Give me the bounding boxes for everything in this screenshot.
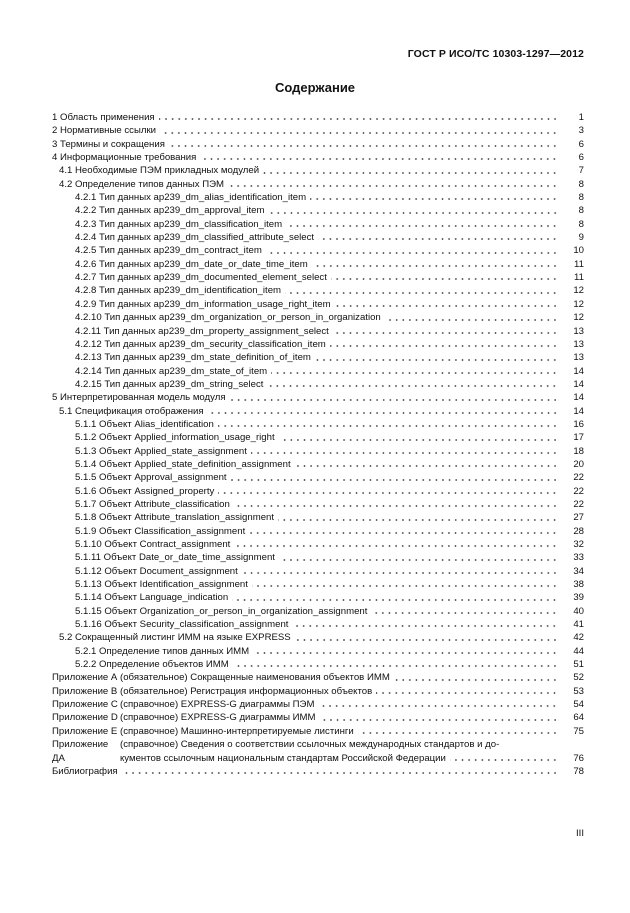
dot-leader — [371, 611, 558, 615]
toc-entry-text: 5.1 Спецификация отображения — [59, 405, 204, 417]
toc-page-number: 40 — [573, 605, 584, 617]
toc-appendix-row[interactable] — [52, 725, 584, 738]
dot-leader — [315, 358, 558, 362]
toc-page-number: 16 — [573, 418, 584, 430]
toc-appendix-row[interactable] — [52, 671, 584, 684]
dot-leader — [218, 491, 558, 495]
dot-leader — [279, 558, 558, 562]
toc-entry-text: 5.1.7 Объект Attribute_classification — [75, 498, 230, 510]
toc-entry-text: 5.2.1 Определение типов данных ИММ — [75, 645, 250, 657]
toc-page-number: 3 — [578, 125, 584, 137]
dot-leader — [394, 678, 558, 682]
toc-entry-text: 4 Информационные требования — [52, 152, 197, 164]
toc-page-number: 33 — [573, 552, 584, 564]
toc-row[interactable] — [52, 164, 584, 177]
toc-row[interactable] — [52, 471, 584, 484]
dot-leader — [271, 371, 558, 375]
toc-page-number: 28 — [573, 525, 584, 537]
toc-entry-text: 5.1.1 Объект Alias_identification — [75, 418, 214, 430]
page-title: Содержание — [274, 80, 356, 95]
toc-page-number: 14 — [573, 392, 584, 404]
dot-leader — [230, 398, 558, 402]
toc-entry-text: 2 Нормативные ссылки — [52, 125, 157, 137]
dot-leader — [253, 651, 558, 655]
toc-page-number: 12 — [573, 298, 584, 310]
dot-leader — [251, 451, 558, 455]
dot-leader — [335, 304, 558, 308]
dot-leader — [318, 704, 558, 708]
toc-entry-text: 4.2.2 Тип данных ap239_dm_approval_item — [75, 205, 265, 217]
dot-leader — [252, 584, 558, 588]
toc-entry-text: 4.2.6 Тип данных ap239_dm_date_or_date_time_item — [75, 258, 308, 270]
dot-leader — [232, 598, 558, 602]
toc-page-number: 8 — [578, 205, 584, 217]
dot-leader — [292, 624, 558, 628]
toc-page-number: 20 — [573, 458, 584, 470]
toc-entry-text: Библиография — [52, 765, 118, 777]
toc-page-number: 41 — [573, 619, 584, 631]
toc-page-number: 11 — [574, 258, 584, 270]
toc-row[interactable] — [52, 498, 584, 511]
toc-row[interactable] — [52, 258, 584, 271]
dot-leader — [318, 237, 558, 241]
toc-entry-text: 5.1.13 Объект Identification_assignment — [75, 579, 248, 591]
toc-entry-text: 5.1.12 Объект Document_assignment — [75, 565, 238, 577]
toc-page-number: 14 — [573, 405, 584, 417]
toc-page-number: 78 — [573, 765, 584, 777]
toc-entry-text: 5.1.16 Объект Security_classification_assignment — [75, 619, 289, 631]
toc-row[interactable] — [52, 551, 584, 564]
toc-entry-text: 5.2 Сокращенный листинг ИММ на языке EXPRESS — [59, 632, 291, 644]
table-of-contents — [52, 111, 584, 778]
toc-row[interactable] — [52, 365, 584, 378]
toc-entry-text: 4.2.13 Тип данных ap239_dm_state_definition_of_item — [75, 352, 311, 364]
toc-entry-text: 1 Область применения — [52, 112, 155, 123]
toc-entry-text: 4.2.11 Тип данных ap239_dm_property_assignment_select — [75, 325, 329, 337]
toc-appendices — [52, 671, 584, 764]
toc-entry-text: 4.2.5 Тип данных ap239_dm_contract_item — [75, 245, 262, 257]
appendix-title: (обязательное) Сокращенные наименования объектов ИММ — [120, 672, 390, 684]
toc-page-number: 42 — [573, 632, 584, 644]
dot-leader — [263, 171, 558, 175]
dot-leader — [385, 318, 558, 322]
toc-row[interactable] — [52, 311, 584, 324]
toc-page-number: 22 — [573, 485, 584, 497]
dot-leader — [295, 464, 558, 468]
toc-row[interactable] — [52, 418, 584, 431]
toc-page-number: 64 — [573, 712, 584, 724]
dot-leader — [333, 331, 558, 335]
toc-row[interactable] — [52, 591, 584, 604]
toc-page-number: 7 — [578, 165, 584, 177]
toc-entry-text: 4.2.14 Тип данных ap239_dm_state_of_item — [75, 365, 268, 377]
toc-row[interactable] — [52, 298, 584, 311]
toc-row[interactable] — [52, 511, 584, 524]
toc-page-number: 14 — [573, 365, 584, 377]
dot-leader — [228, 184, 558, 188]
toc-row[interactable] — [52, 645, 584, 658]
appendix-label: Приложение С — [52, 699, 118, 711]
toc-entry-text: 4.2.8 Тип данных ap239_dm_identification_item — [75, 285, 282, 297]
toc-page-number: 18 — [573, 445, 584, 457]
toc-page-number: 8 — [578, 178, 584, 190]
toc-page-number: 13 — [573, 325, 584, 337]
toc-row[interactable] — [52, 458, 584, 471]
toc-row[interactable] — [52, 218, 584, 231]
toc-entry-text: 4.2.4 Тип данных ap239_dm_classified_attribute_select — [75, 232, 315, 244]
dot-leader — [231, 478, 558, 482]
toc-row[interactable] — [52, 325, 584, 338]
toc-page-number: 12 — [573, 285, 584, 297]
toc-entry-text: 5.1.6 Объект Assigned_property — [75, 485, 215, 497]
toc-entries — [52, 111, 584, 671]
toc-page-number: 12 — [573, 312, 584, 324]
dot-leader — [312, 264, 558, 268]
dot-leader — [249, 531, 558, 535]
dot-leader — [310, 197, 558, 201]
toc-entry-text: 4.2.15 Тип данных ap239_dm_string_select — [75, 378, 264, 390]
toc-page-number: 52 — [573, 672, 584, 684]
dot-leader — [233, 664, 558, 668]
toc-appendix-row[interactable] — [52, 698, 584, 711]
toc-page-number: 1 — [578, 112, 584, 123]
toc-row[interactable] — [52, 351, 584, 364]
dot-leader — [358, 731, 558, 735]
toc-bibliography-row[interactable] — [52, 765, 584, 778]
dot-leader — [160, 131, 558, 135]
toc-row[interactable] — [52, 485, 584, 498]
toc-entry-text: 4.2.3 Тип данных ap239_dm_classification_item — [75, 218, 283, 230]
dot-leader — [159, 117, 558, 121]
toc-page-number: 6 — [578, 138, 584, 150]
toc-row[interactable] — [52, 204, 584, 217]
toc-page-number: 34 — [573, 565, 584, 577]
toc-entry-text: 4.2.10 Тип данных ap239_dm_organization_or_person_in_organization — [75, 312, 381, 324]
dot-leader — [267, 384, 558, 388]
dot-leader — [218, 424, 558, 428]
dot-leader — [234, 544, 558, 548]
toc-row[interactable] — [52, 658, 584, 671]
toc-row[interactable] — [52, 578, 584, 591]
toc-row[interactable] — [52, 338, 584, 351]
toc-row[interactable] — [52, 391, 584, 404]
toc-row[interactable] — [52, 618, 584, 631]
toc-page-number: 39 — [573, 592, 584, 604]
dot-leader — [330, 344, 558, 348]
dot-leader — [208, 411, 558, 415]
toc-entry-text: 5.1.3 Объект Applied_state_assignment — [75, 445, 247, 457]
toc-entry-text: 3 Термины и сокращения — [52, 138, 165, 150]
toc-page-number: 22 — [573, 472, 584, 484]
toc-entry-text: 5.1.11 Объект Date_or_date_time_assignment — [75, 552, 275, 564]
toc-page-number: 38 — [573, 579, 584, 591]
dot-leader — [285, 291, 558, 295]
toc-appendix-row[interactable] — [52, 711, 584, 724]
toc-entry-text: 4.2.1 Тип данных ap239_dm_alias_identification_item — [75, 192, 307, 204]
toc-page-number: 76 — [573, 752, 584, 764]
dot-leader — [279, 438, 558, 442]
toc-row[interactable] — [52, 138, 584, 151]
dot-leader — [242, 571, 558, 575]
toc-entry-text: 5.1.8 Объект Attribute_translation_assignment — [75, 512, 275, 524]
dot-leader — [286, 224, 558, 228]
toc-row[interactable] — [52, 244, 584, 257]
toc-entry-text: 5.1.9 Объект Classification_assignment — [75, 525, 246, 537]
dot-leader — [278, 518, 558, 522]
document-header: ГОСТ Р ИСО/ТС 10303-1297—2012 — [407, 48, 584, 60]
toc-entry-text: 4.1 Необходимые ПЭМ прикладных модулей — [59, 165, 260, 177]
toc-entry-text: 5 Интерпретированная модель модуля — [52, 392, 226, 404]
appendix-title-line1: (справочное) Сведения о соответствии ссылочных международных стандартов и до- — [120, 739, 500, 751]
dot-leader — [295, 638, 558, 642]
toc-entry-text: 5.1.15 Объект Organization_or_person_in_organization_assignment — [75, 605, 368, 617]
toc-page-number: 53 — [573, 685, 584, 697]
toc-page-number: 14 — [573, 378, 584, 390]
toc-page-number: 22 — [573, 498, 584, 510]
toc-row[interactable] — [52, 605, 584, 618]
toc-page-number: 6 — [578, 152, 584, 164]
toc-row[interactable] — [52, 378, 584, 391]
appendix-title-line2-row — [120, 752, 584, 765]
dot-leader — [200, 157, 558, 161]
toc-page-number: 54 — [573, 699, 584, 711]
dot-leader — [331, 277, 558, 281]
dot-leader — [234, 504, 558, 508]
dot-leader — [320, 718, 558, 722]
appendix-label: Приложение ДА — [52, 739, 109, 764]
appendix-label: Приложение Е — [52, 725, 118, 737]
toc-page-number: 17 — [573, 432, 584, 444]
toc-page-number: 27 — [573, 512, 584, 524]
toc-row[interactable] — [52, 124, 584, 137]
toc-row[interactable] — [52, 191, 584, 204]
toc-entry-text: 4.2.7 Тип данных ap239_dm_documented_element_select — [75, 272, 327, 284]
toc-row[interactable] — [52, 151, 584, 164]
toc-page-number: 75 — [573, 725, 584, 737]
toc-row[interactable] — [52, 231, 584, 244]
toc-row[interactable] — [52, 178, 584, 191]
toc-row[interactable] — [52, 111, 584, 124]
dot-leader — [122, 771, 558, 775]
toc-page-number: 11 — [574, 272, 584, 284]
appendix-title: (справочное) EXPRESS-G диаграммы ИММ — [120, 712, 316, 724]
dot-leader — [450, 758, 558, 762]
toc-appendix-row[interactable] — [52, 685, 584, 698]
toc-entry-text: 4.2.12 Тип данных ap239_dm_security_classification_item — [75, 338, 326, 350]
toc-page-number: 44 — [573, 645, 584, 657]
appendix-title-block — [120, 738, 584, 765]
page-number: III — [576, 828, 584, 839]
toc-row[interactable] — [52, 431, 584, 444]
appendix-label: Приложение А — [52, 672, 118, 684]
toc-entry-text: 5.1.10 Объект Contract_assignment — [75, 539, 231, 550]
toc-appendix-row-da[interactable] — [52, 738, 584, 765]
dot-leader — [266, 251, 558, 255]
toc-page-number: 9 — [578, 232, 584, 244]
toc-row[interactable] — [52, 284, 584, 297]
toc-page-number: 51 — [573, 659, 584, 671]
toc-page-number: 32 — [573, 539, 584, 550]
appendix-title-line2: кументов ссылочным национальным стандартам Российской Федерации — [120, 752, 446, 764]
toc-page-number: 8 — [578, 218, 584, 230]
appendix-label: Приложение D — [52, 712, 118, 724]
toc-row[interactable] — [52, 631, 584, 644]
appendix-title: (обязательное) Регистрация информационных объектов — [120, 685, 373, 697]
appendix-title: (справочное) Машинно-интерпретируемые листинги — [120, 725, 354, 737]
toc-row[interactable] — [52, 525, 584, 538]
toc-row[interactable] — [52, 565, 584, 578]
dot-leader — [376, 691, 558, 695]
toc-row[interactable] — [52, 271, 584, 284]
toc-entry-text: 5.1.4 Объект Applied_state_definition_assignment — [75, 458, 291, 470]
toc-page-number: 13 — [573, 338, 584, 350]
appendix-label: Приложение В — [52, 685, 118, 697]
appendix-title: (справочное) EXPRESS-G диаграммы ПЭМ — [120, 699, 315, 711]
toc-row[interactable] — [52, 538, 584, 551]
toc-page-number: 10 — [573, 245, 584, 257]
toc-entry-text: 5.1.14 Объект Language_indication — [75, 592, 229, 604]
toc-entry-text: 4.2.9 Тип данных ap239_dm_information_usage_right_item — [75, 298, 331, 310]
toc-row[interactable] — [52, 445, 584, 458]
toc-entry-text: 5.1.2 Объект Applied_information_usage_right — [75, 432, 275, 444]
toc-page-number: 13 — [573, 352, 584, 364]
toc-row[interactable] — [52, 405, 584, 418]
dot-leader — [169, 144, 558, 148]
toc-entry-text: 5.2.2 Определение объектов ИММ — [75, 659, 229, 671]
toc-page-number: 8 — [578, 192, 584, 204]
toc-entry-text: 5.1.5 Объект Approval_assignment — [75, 472, 227, 484]
dot-leader — [269, 211, 559, 215]
toc-entry-text: 4.2 Определение типов данных ПЭМ — [59, 178, 225, 190]
